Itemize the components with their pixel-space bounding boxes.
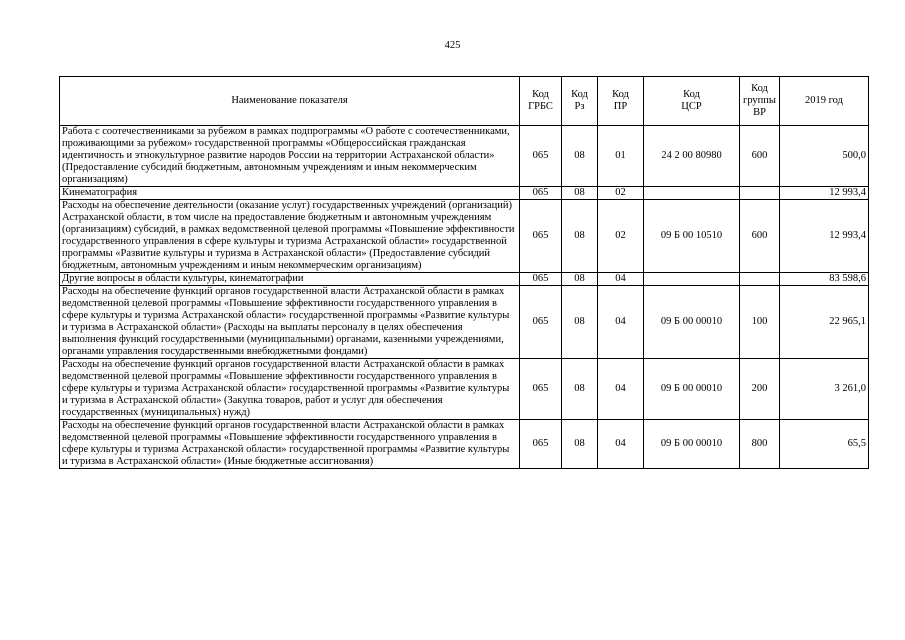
row-amount: 500,0 xyxy=(780,126,869,187)
row-grbs: 065 xyxy=(520,420,562,469)
row-vr: 600 xyxy=(740,200,780,273)
row-name: Расходы на обеспечение функций органов государственной власти Астраханской области в рамках ведомственной целевой программы «Повышение эффективности государственного управления в сфере культуры и туризма Астраханской области» государственной программы «Развитие культуры и туризма в Астраханской области» (Расходы на выплаты персоналу в целях обеспечения выполнения функций государственными (муниципальными) органами, казенными учреждениями, органами управления государственными внебюджетными фондами) xyxy=(60,286,520,359)
row-csr: 09 Б 00 00010 xyxy=(644,359,740,420)
row-csr xyxy=(644,273,740,286)
row-rz: 08 xyxy=(562,286,598,359)
table-row xyxy=(60,359,869,420)
row-amount: 83 598,6 xyxy=(780,273,869,286)
row-amount: 3 261,0 xyxy=(780,359,869,420)
table-row xyxy=(60,187,869,200)
row-amount: 65,5 xyxy=(780,420,869,469)
row-pr: 04 xyxy=(598,273,644,286)
header-amount: 2019 год xyxy=(780,77,869,126)
row-pr: 04 xyxy=(598,359,644,420)
row-amount: 12 993,4 xyxy=(780,200,869,273)
header-grbs: Код ГРБС xyxy=(520,77,562,126)
row-grbs: 065 xyxy=(520,359,562,420)
row-rz: 08 xyxy=(562,126,598,187)
row-pr: 04 xyxy=(598,420,644,469)
row-vr: 100 xyxy=(740,286,780,359)
row-vr xyxy=(740,187,780,200)
table-row xyxy=(60,273,869,286)
row-pr: 01 xyxy=(598,126,644,187)
table-row xyxy=(60,420,869,469)
row-csr: 09 Б 00 10510 xyxy=(644,200,740,273)
row-csr: 09 Б 00 00010 xyxy=(644,420,740,469)
header-pr: Код ПР xyxy=(598,77,644,126)
row-rz: 08 xyxy=(562,420,598,469)
row-csr: 24 2 00 80980 xyxy=(644,126,740,187)
row-rz: 08 xyxy=(562,187,598,200)
table-row xyxy=(60,126,869,187)
row-rz: 08 xyxy=(562,359,598,420)
header-vr: Код группы ВР xyxy=(740,77,780,126)
row-grbs: 065 xyxy=(520,273,562,286)
row-pr: 02 xyxy=(598,187,644,200)
row-csr: 09 Б 00 00010 xyxy=(644,286,740,359)
row-grbs: 065 xyxy=(520,187,562,200)
row-amount: 12 993,4 xyxy=(780,187,869,200)
row-name: Работа с соотечественниками за рубежом в рамках подпрограммы «О работе с соотечественниками, проживающими за рубежом» государственной программы «Общероссийская гражданская идентичность и этнокультурное развитие народов России на территории Астраханской области» (Предоставление субсидий бюджетным, автономным учреждениям и иным некоммерческим организациям) xyxy=(60,126,520,187)
row-amount: 22 965,1 xyxy=(780,286,869,359)
header-name: Наименование показателя xyxy=(60,77,520,126)
row-rz: 08 xyxy=(562,273,598,286)
table-row xyxy=(60,200,869,273)
row-pr: 04 xyxy=(598,286,644,359)
row-grbs: 065 xyxy=(520,126,562,187)
row-csr xyxy=(644,187,740,200)
row-grbs: 065 xyxy=(520,200,562,273)
page-number: 425 xyxy=(444,40,461,51)
table-header-row xyxy=(60,77,869,126)
row-name: Кинематография xyxy=(60,187,520,200)
budget-table xyxy=(59,76,869,469)
header-csr: Код ЦСР xyxy=(644,77,740,126)
row-name: Расходы на обеспечение деятельности (оказание услуг) государственных учреждений (организаций) Астраханской области, в том числе на предоставление бюджетным и автономным учреждениям (организациям) субсидий, в рамках ведомственной целевой программы «Повышение эффективности государственного управления в сфере культуры и туризма Астраханской области» государственной программы «Развитие культуры и туризма в Астраханской области» (Предоставление субсидий бюджетным, автономным учреждениям и иным некоммерческим организациям) xyxy=(60,200,520,273)
row-vr: 800 xyxy=(740,420,780,469)
row-rz: 08 xyxy=(562,200,598,273)
row-vr: 200 xyxy=(740,359,780,420)
row-vr: 600 xyxy=(740,126,780,187)
row-name: Другие вопросы в области культуры, кинематографии xyxy=(60,273,520,286)
row-name: Расходы на обеспечение функций органов государственной власти Астраханской области в рамках ведомственной целевой программы «Повышение эффективности государственного управления в сфере культуры и туризма Астраханской области» государственной программы «Развитие культуры и туризма в Астраханской области» (Закупка товаров, работ и услуг для обеспечения государственных (муниципальных) нужд) xyxy=(60,359,520,420)
row-name: Расходы на обеспечение функций органов государственной власти Астраханской области в рамках ведомственной целевой программы «Повышение эффективности государственного управления в сфере культуры и туризма Астраханской области» государственной программы «Развитие культуры и туризма в Астраханской области» (Иные бюджетные ассигнования) xyxy=(60,420,520,469)
row-grbs: 065 xyxy=(520,286,562,359)
row-vr xyxy=(740,273,780,286)
header-rz: Код Рз xyxy=(562,77,598,126)
row-pr: 02 xyxy=(598,200,644,273)
table-row xyxy=(60,286,869,359)
